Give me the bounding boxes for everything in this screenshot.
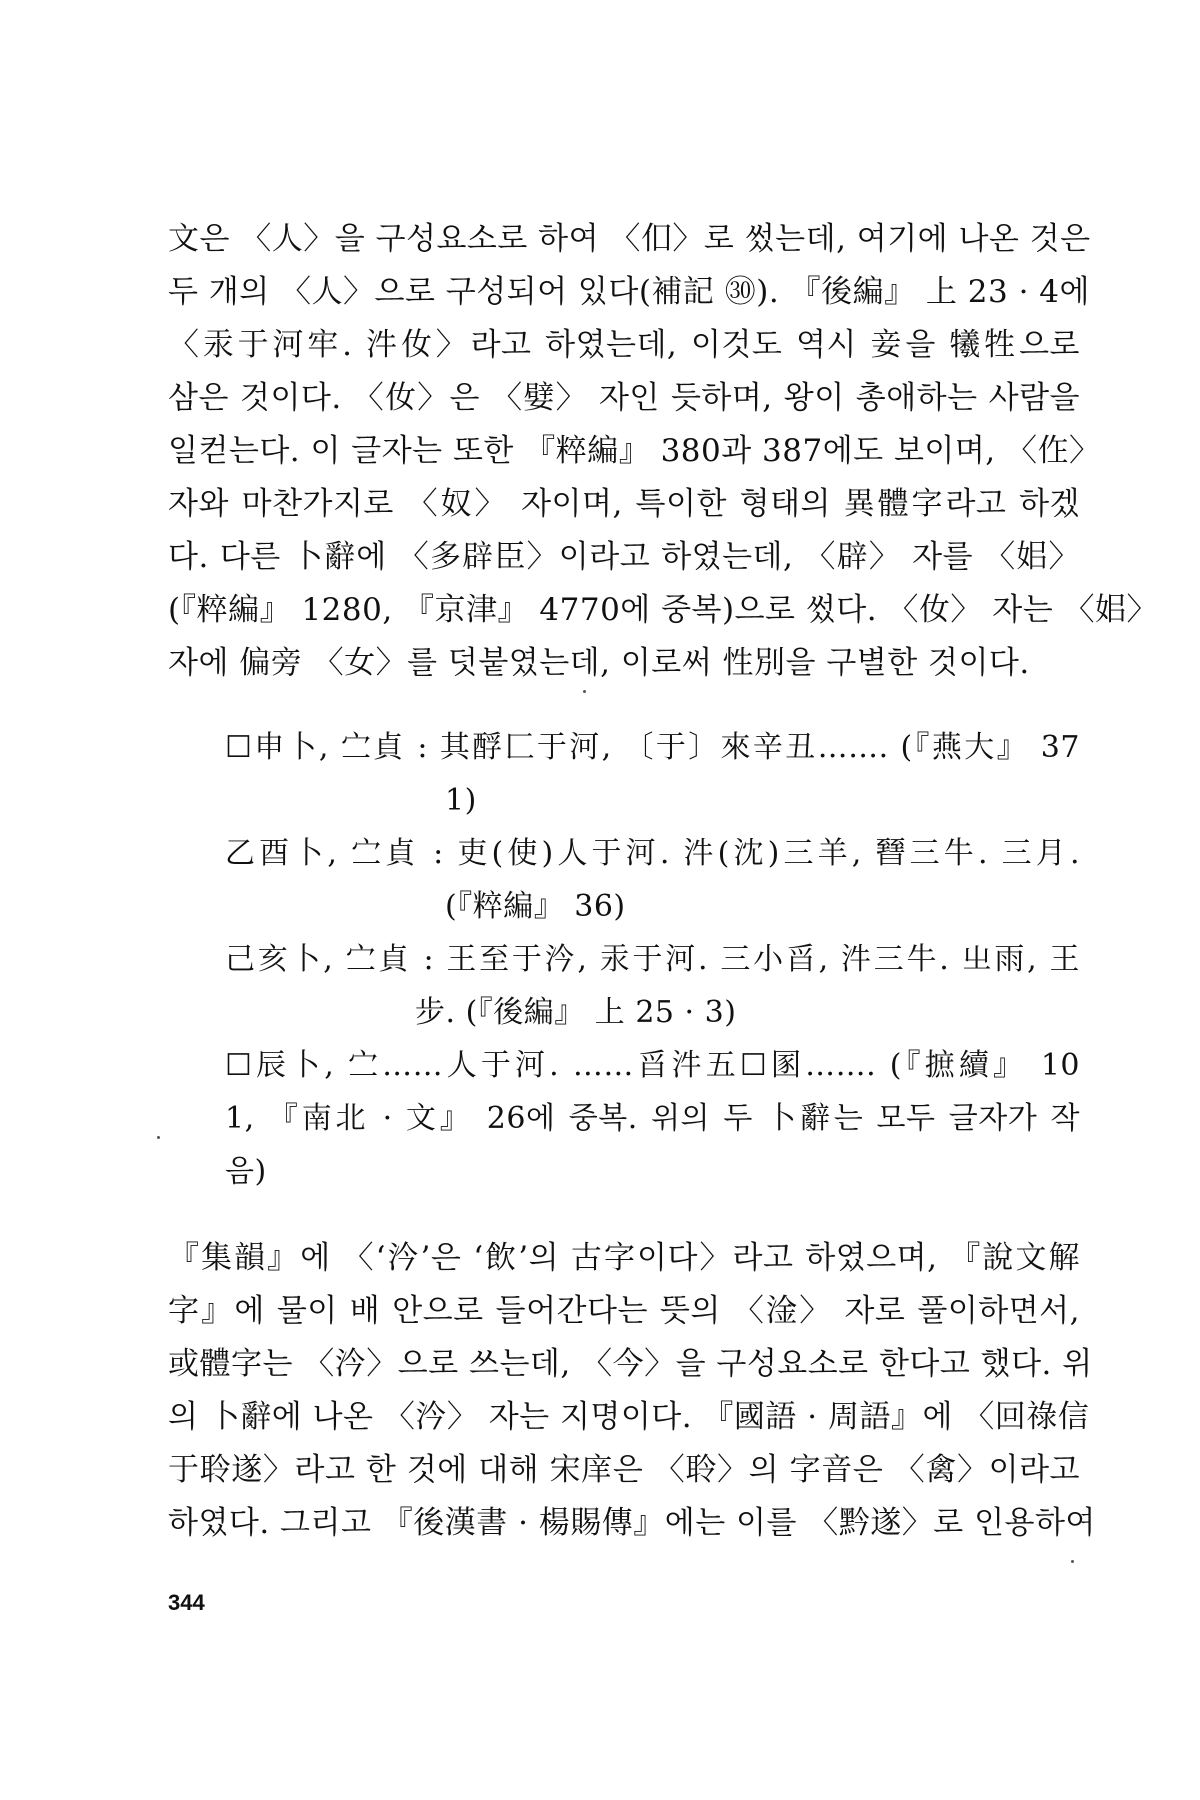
scan-speck [157, 1136, 160, 1139]
quote-line: ☐申卜, 㝉貞 : 其酻匚于河, 〔于〕來辛丑……. (『燕大』 37 [225, 730, 1080, 765]
quote-line: 1) [445, 783, 477, 818]
scan-speck [1071, 1560, 1074, 1563]
quote-line: 步. (『後編』 上 25 · 3) [415, 995, 737, 1030]
quote-line: 1, 『南北 · 文』 26에 중복. 위의 두 卜辭는 모두 글자가 작 [225, 1101, 1080, 1136]
paragraph-2 [168, 1232, 1096, 1550]
paragraph-line: 자에 偏旁 〈女〉를 덧붙였는데, 이로써 性別을 구별한 것이다. [168, 645, 1030, 681]
paragraph-line: 두 개의 〈人〉으로 구성되어 있다(補記 ㉚). 『後編』 上 23 · 4에 [168, 274, 1090, 310]
paragraph-line: 하였다. 그리고 『後漢書 · 楊賜傳』에는 이를 〈黔遂〉로 인용하여 [168, 1505, 1096, 1541]
oracle-inscription-quotes [225, 721, 1080, 1198]
paragraph-line: 文은 〈人〉을 구성요소로 하여 〈㐰〉로 썼는데, 여기에 나온 것은 [168, 221, 1091, 257]
paragraph-line: 于聆遂〉라고 한 것에 대해 宋庠은 〈聆〉의 字音은 〈禽〉이라고 [168, 1452, 1080, 1488]
quote-line: ☐辰卜, 㝉……人于河. ……㸓汼五☐圂……. (『摭續』 10 [225, 1048, 1080, 1083]
paragraph-line: 字』에 물이 배 안으로 들어간다는 뜻의 〈淦〉 자로 풀이하면서, [168, 1293, 1080, 1329]
scan-speck [583, 690, 586, 693]
quote-entry [225, 933, 1080, 1039]
paragraph-1 [168, 213, 1159, 690]
quote-line: 己亥卜, 㝉貞 : 王至于汵, 汞于河. 三小㸓, 汼三牛. 㞢雨, 王 [225, 942, 1080, 977]
quote-line: (『粹編』 36) [445, 889, 626, 924]
paragraph-line: 의 卜辭에 나온 〈汵〉 자는 지명이다. 『國語 · 周語』에 〈回祿信 [168, 1399, 1090, 1435]
paragraph-line: (『粹編』 1280, 『京津』 4770에 중복)으로 썼다. 〈㚢〉 자는 〈㚶〉 [168, 592, 1159, 628]
paragraph-line: 『集韻』에 〈‘汵’은 ‘飲’의 古字이다〉라고 하였으며, 『說文解 [168, 1240, 1080, 1276]
paragraph-line: 일컫는다. 이 글자는 또한 『粹編』 380과 387에도 보이며, 〈㑅〉 [168, 433, 1101, 469]
quote-entry [225, 1039, 1080, 1198]
quote-entry [225, 827, 1080, 933]
paragraph-line: 삼은 것이다. 〈㚢〉은 〈嬖〉 자인 듯하며, 왕이 총애하는 사람을 [168, 380, 1080, 416]
paragraph-line: 〈汞于河牢. 汼㚢〉라고 하였는데, 이것도 역시 妾을 犧牲으로 [168, 327, 1080, 363]
page-number: 344 [168, 1590, 205, 1615]
quote-entry [225, 721, 1080, 827]
paragraph-line: 다. 다른 卜辭에 〈多辟臣〉이라고 하였는데, 〈辟〉 자를 〈㚶〉 [168, 539, 1080, 575]
quote-line: 음) [225, 1154, 267, 1189]
quote-line: 乙酉卜, 㝉貞 : 吏(使)人于河. 汼(沈)三羊, 㬜三牛. 三月. [225, 836, 1080, 871]
paragraph-line: 자와 마찬가지로 〈奴〉 자이며, 특이한 형태의 異體字라고 하겠 [168, 486, 1080, 522]
paragraph-line: 或體字는 〈汵〉으로 쓰는데, 〈今〉을 구성요소로 한다고 했다. 위 [168, 1346, 1093, 1382]
